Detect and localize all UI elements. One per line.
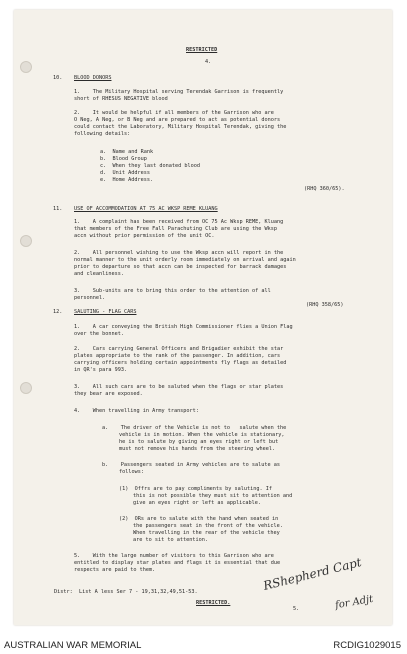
paragraph-line: a. The driver of the Vehicle is not to salute when the bbox=[102, 425, 287, 431]
paragraph-line: 3. Sub-units are to bring this order to the attention of all bbox=[74, 288, 271, 294]
paragraph-line: are to sit to attention. bbox=[133, 537, 208, 543]
paragraph-line: 5. With the large number of visitors to this Garrison who are bbox=[74, 553, 274, 559]
punch-hole bbox=[20, 61, 32, 73]
paragraph-line: the passengers seat in the front of the vehicle. bbox=[133, 523, 283, 529]
paragraph-line: respects are paid to them. bbox=[74, 567, 156, 573]
list-item: a. Name and Rank bbox=[100, 149, 154, 155]
section-heading: BLOOD DONORS bbox=[74, 75, 112, 81]
section-number: 10. bbox=[53, 75, 63, 81]
punch-hole bbox=[20, 382, 32, 394]
handwritten-signature: RShepherd Capt bbox=[261, 555, 363, 593]
paragraph-line: following details: bbox=[74, 131, 131, 137]
paragraph-line: vehicle is in motion. When the vehicle is stationary, bbox=[119, 432, 285, 438]
paragraph-line: that members of the Free Fall Parachuting Club are using the Wksp bbox=[74, 226, 278, 232]
reference: (RHQ 358/65) bbox=[306, 302, 344, 308]
paragraph-line: (1) Offrs are to pay compliments by saluting. If bbox=[119, 486, 273, 492]
paragraph-line: give an eyes right or left as applicable. bbox=[133, 500, 262, 506]
list-item: d. Unit Address bbox=[100, 170, 150, 176]
paragraph-line: carrying officers holding certain appointments fly flags as detailed bbox=[74, 360, 287, 366]
paragraph-line: O Neg, A Neg, or B Neg and are prepared to act as potential donors bbox=[74, 117, 281, 123]
paragraph-line: 1. A complaint has been received from OC 75 Ac Wksp REME, Kluang bbox=[74, 219, 284, 225]
classification-footer: RESTRICTED. bbox=[196, 600, 231, 606]
reference: (RHQ 360/65). bbox=[304, 186, 345, 192]
page-number-bottom: 5. bbox=[293, 606, 300, 612]
paragraph-line: short of RHESUS NEGATIVE blood bbox=[74, 96, 168, 102]
paragraph-line: accn without prior permission of the unit OC. bbox=[74, 233, 215, 239]
paragraph-line: plates appropriate to the rank of the passenger. In addition, cars bbox=[74, 353, 281, 359]
paragraph-line: 1. A car conveying the British High Commissioner flies a Union Flag bbox=[74, 324, 293, 330]
paragraph-line: must not remove his hands from the steering wheel. bbox=[119, 446, 276, 452]
paragraph-line: prior to departure so that accn can be inspected for barrack damages bbox=[74, 264, 287, 270]
list-item: b. Blood Group bbox=[100, 156, 147, 162]
paragraph-line: 2. All personnel wishing to use the Wksp accn will report in the bbox=[74, 250, 284, 256]
paragraph-line: b. Passengers seated in Army vehicles are to salute as bbox=[102, 462, 281, 468]
section-number: 12. bbox=[53, 309, 63, 315]
archive-label: AUSTRALIAN WAR MEMORIAL bbox=[4, 640, 142, 651]
paragraph-line: follows: bbox=[119, 469, 144, 475]
paragraph-line: 1. The Military Hospital serving Terendak Garrison is frequently bbox=[74, 89, 284, 95]
section-heading: SALUTING - FLAG CARS bbox=[74, 309, 137, 315]
distribution-line: Distr: List A less Ser 7 - 19,31,32,49,51-53. bbox=[54, 589, 198, 595]
section-heading: USE OF ACCOMMODATION AT 75 AC WKSP REME KLUANG bbox=[74, 206, 218, 212]
paragraph-line: 2. It would be helpful if all members of the Garrison who are bbox=[74, 110, 274, 116]
paragraph-line: could contact the Laboratory, Military Hospital Terendak, giving the bbox=[74, 124, 287, 130]
list-item: c. When they last donated blood bbox=[100, 163, 200, 169]
paragraph-line: 4. When travelling in Army transport: bbox=[74, 408, 199, 414]
paragraph-line: and cleanliness. bbox=[74, 271, 124, 277]
paragraph-line: personnel. bbox=[74, 295, 106, 301]
list-item: e. Home Address. bbox=[100, 177, 154, 183]
record-id: RCDIG1029015 bbox=[333, 640, 401, 651]
paragraph-line: entitled to display star plates and flags it is essential that due bbox=[74, 560, 281, 566]
paragraph-line: over the bonnet. bbox=[74, 331, 124, 337]
paragraph-line: When travelling in the rear of the vehicle they bbox=[133, 530, 280, 536]
section-number: 11. bbox=[53, 206, 63, 212]
paragraph-line: they bear are exposed. bbox=[74, 391, 143, 397]
paragraph-line: (2) ORs are to salute with the hand when seated in bbox=[119, 516, 279, 522]
punch-hole bbox=[20, 235, 32, 247]
paragraph-line: normal manner to the unit orderly room immediately on arrival and again bbox=[74, 257, 296, 263]
paragraph-line: 3. All such cars are to be saluted when the flags or star plates bbox=[74, 384, 284, 390]
paragraph-line: this is not possible they must sit to attention and bbox=[133, 493, 293, 499]
paragraph-line: in QR's para 993. bbox=[74, 367, 128, 373]
page-number: 4. bbox=[205, 59, 212, 65]
paragraph-line: 2. Cars carrying General Officers and Brigadier exhibit the star bbox=[74, 346, 284, 352]
classification-header: RESTRICTED bbox=[186, 47, 218, 53]
signature-suffix: for Adjt bbox=[334, 593, 375, 612]
paragraph-line: he is to salute by giving an eyes right or left but bbox=[119, 439, 279, 445]
